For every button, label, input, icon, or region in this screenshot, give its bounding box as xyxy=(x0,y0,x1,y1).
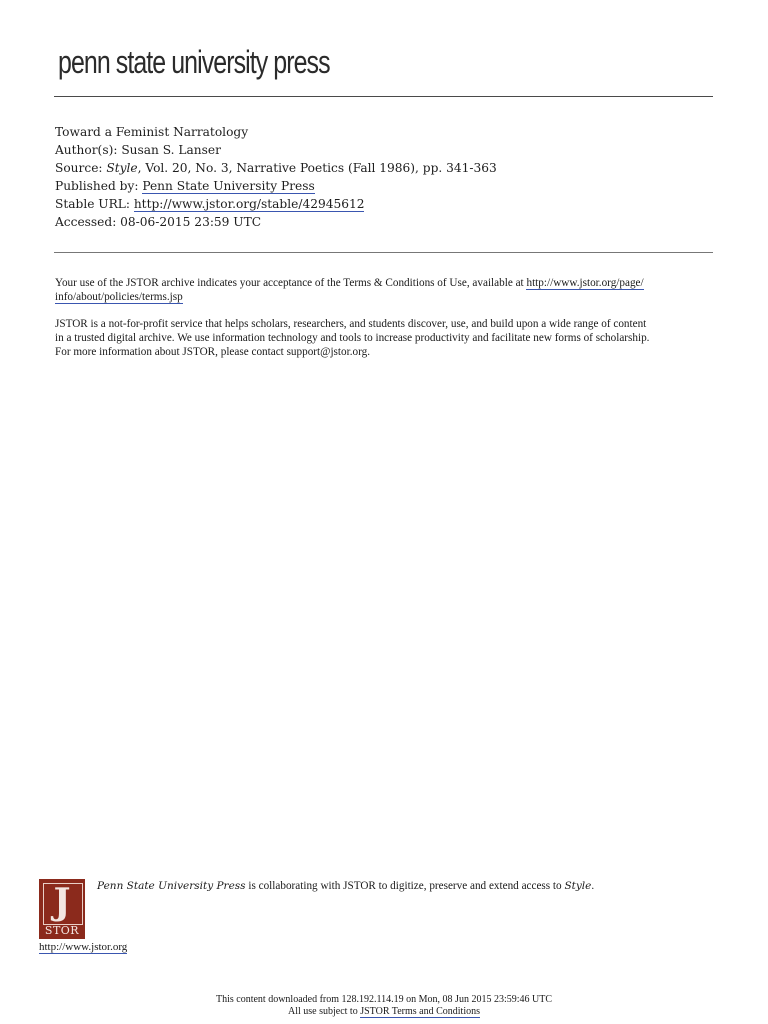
article-author xyxy=(55,141,497,159)
footer-download-line: This content downloaded from 128.192.114.19 on Mon, 08 Jun 2015 23:59:46 UTC xyxy=(216,994,552,1005)
source-label: Source: xyxy=(55,161,107,175)
jstor-info-paragraph xyxy=(55,317,715,359)
article-stable-url xyxy=(55,195,497,213)
stable-url-link[interactable]: http://www.jstor.org/stable/42945612 xyxy=(133,197,365,211)
middle-divider xyxy=(54,252,713,253)
article-title: Toward a Feminist Narratology xyxy=(55,125,249,139)
source-details: , Vol. 20, No. 3, Narrative Poetics (Fall 1986), pp. 341-363 xyxy=(137,161,497,175)
stable-label: Stable URL: xyxy=(55,197,134,211)
collab-text: is collaborating with JSTOR to digitize, preserve and extend access to xyxy=(245,880,565,892)
terms-paragraph xyxy=(55,276,715,304)
terms-link-part1[interactable]: http://www.jstor.org/page/ xyxy=(526,277,644,289)
article-publisher xyxy=(55,177,497,195)
footer-terms-line xyxy=(0,1006,768,1018)
collaboration-statement xyxy=(97,880,594,892)
article-metadata xyxy=(55,123,497,231)
footer-terms-link[interactable]: JSTOR Terms and Conditions xyxy=(360,1006,480,1017)
jstor-info-line3: For more information about JSTOR, please contact support@jstor.org. xyxy=(55,346,371,358)
article-accessed: Accessed: 08-06-2015 23:59 UTC xyxy=(55,215,262,229)
jstor-logo-letter: J xyxy=(53,881,71,923)
terms-link-part2[interactable]: info/about/policies/terms.jsp xyxy=(55,291,183,303)
collab-end: . xyxy=(591,880,595,892)
published-label: Published by: xyxy=(55,179,143,193)
jstor-url-link[interactable]: http://www.jstor.org xyxy=(39,941,128,953)
jstor-logo-word: STOR xyxy=(44,924,80,937)
publisher-link[interactable]: Penn State University Press xyxy=(142,179,315,193)
collab-journal: Style xyxy=(564,880,592,892)
jstor-logo[interactable] xyxy=(39,879,85,939)
collab-publisher: Penn State University Press xyxy=(97,880,246,892)
jstor-info-line1: JSTOR is a not-for-profit service that helps scholars, researchers, and students discover, use, and build upon a wide range of content xyxy=(55,318,647,330)
top-divider xyxy=(54,96,713,97)
publisher-logo: penn state university press xyxy=(58,44,330,80)
jstor-info-line2: in a trusted digital archive. We use information technology and tools to increase productivity and facilitate new forms of scholarship. xyxy=(55,332,650,344)
terms-section xyxy=(55,276,715,372)
author-name: Susan S. Lanser xyxy=(121,143,221,157)
download-footer xyxy=(0,994,768,1018)
author-label: Author(s): xyxy=(55,143,122,157)
article-source xyxy=(55,159,497,177)
terms-text: Your use of the JSTOR archive indicates your acceptance of the Terms & Conditions of Use, available at xyxy=(55,277,527,289)
source-journal: Style xyxy=(106,161,138,175)
footer-terms-text: All use subject to xyxy=(288,1006,361,1017)
